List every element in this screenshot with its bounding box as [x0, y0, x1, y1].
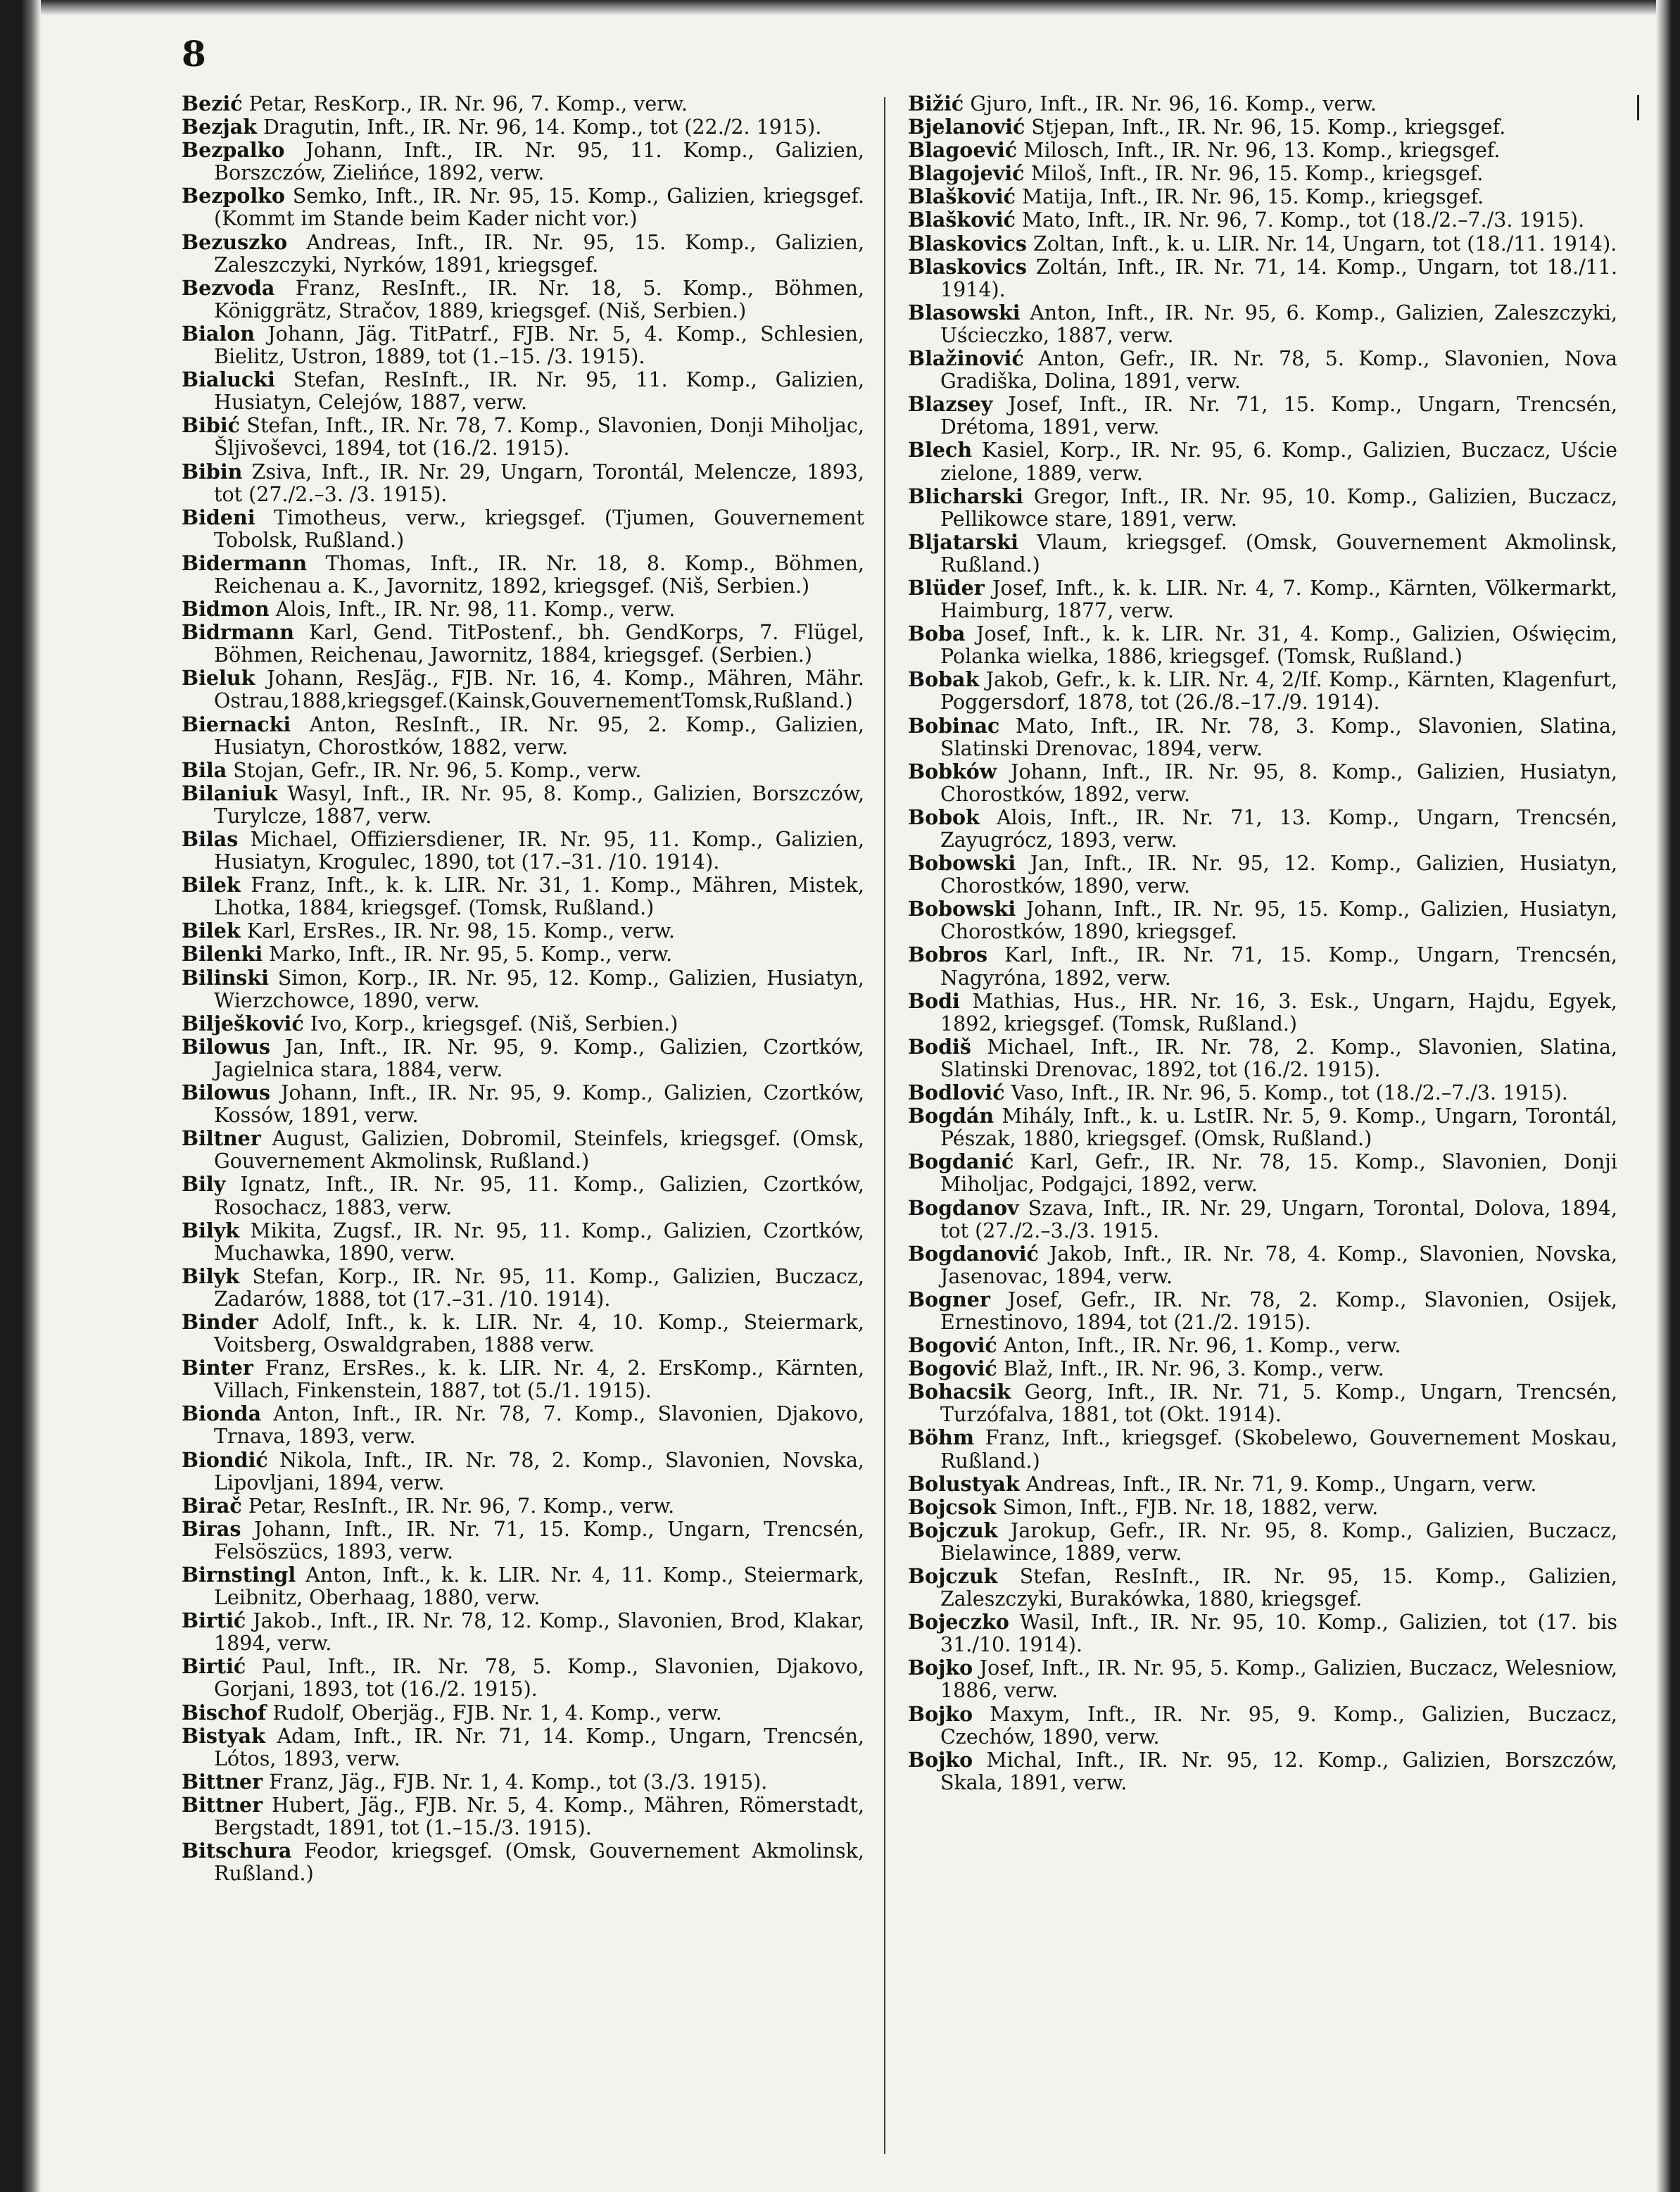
entry-surname: Bilenki [182, 942, 263, 966]
entry-details: Anton, Inft., k. k. LIR. Nr. 4, 11. Komp., Steiermark, Leibnitz, Oberhaag, 1880, verw. [214, 1563, 864, 1610]
list-item [182, 1701, 864, 1725]
entry-details: Stefan, ResInft., IR. Nr. 95, 15. Komp., Galizien, Zaleszczyki, Burakówka, 1880, kriegsgef. [940, 1565, 1617, 1611]
entry-details: Josef, Inft., k. k. LIR. Nr. 4, 7. Komp., Kärnten, Völkermarkt, Haimburg, 1877, verw. [940, 576, 1618, 623]
entry-surname: Bidrmann [182, 620, 294, 645]
list-item [908, 92, 1617, 115]
entry-surname: Blaskovics [908, 254, 1027, 279]
entry-details: Johann, Inft., IR. Nr. 95, 8. Komp., Galizien, Husiatyn, Chorostków, 1892, verw. [940, 760, 1618, 806]
entry-details: Adam, Inft., IR. Nr. 71, 14. Komp., Ungarn, Trencsén, Lótos, 1893, verw. [214, 1724, 865, 1770]
list-item [908, 485, 1617, 531]
list-item [908, 1334, 1617, 1357]
entry-surname: Bilyk [182, 1218, 240, 1242]
entry-surname: Bobków [908, 759, 997, 783]
entry-details: Michael, Offiziersdiener, IR. Nr. 95, 11. Komp., Galizien, Husiatyn, Krogulec, 1890, tot (17.–31. /10. 1914). [214, 828, 864, 874]
entry-details: Franz, ResInft., IR. Nr. 18, 5. Komp., Böhmen, Königgrätz, Stračov, 1889, kriegsgef. (Niš, Serbien.) [214, 276, 864, 322]
entry-surname: Blüder [908, 575, 985, 600]
entry-surname: Blagojević [908, 161, 1025, 186]
left-column [182, 92, 864, 1885]
scan-edge-left [0, 0, 41, 2192]
entry-details: Anton, Inft., IR. Nr. 96, 1. Komp., verw. [1003, 1334, 1401, 1358]
entry-surname: Bogdán [908, 1104, 994, 1128]
list-item [908, 1703, 1617, 1749]
entry-details: Andreas, Inft., IR. Nr. 71, 9. Komp., Ungarn, verw. [1025, 1472, 1537, 1496]
entry-details: Rudolf, Oberjäg., FJB. Nr. 1, 4. Komp., verw. [272, 1701, 722, 1725]
list-item [908, 622, 1617, 668]
list-item [182, 1518, 864, 1563]
list-item [182, 1449, 864, 1494]
list-item [908, 1197, 1617, 1242]
entry-details: Wasyl, Inft., IR. Nr. 95, 8. Komp., Galizien, Borszczów, Turylcze, 1887, verw. [214, 781, 865, 828]
entry-surname: Blech [908, 438, 973, 462]
entry-details: Anton, Inft., IR. Nr. 78, 7. Komp., Slavonien, Djakovo, Trnava, 1893, verw. [214, 1402, 864, 1449]
entry-details: Feodor, kriegsgef. (Omsk, Gouvernement Akmolinsk, Rußland.) [214, 1839, 864, 1886]
list-item [908, 1749, 1617, 1794]
entry-details: Milosch, Inft., IR. Nr. 96, 13. Komp., kriegsgef. [1023, 139, 1501, 163]
list-item [182, 1081, 864, 1127]
entry-details: Simon, Korp., IR. Nr. 95, 12. Komp., Galizien, Husiatyn, Wierzchowce, 1890, verw. [214, 966, 864, 1012]
entry-surname: Bobak [908, 667, 980, 692]
entry-details: Josef, Inft., IR. Nr. 95, 5. Komp., Galizien, Buczacz, Welesniow, 1886, verw. [940, 1656, 1618, 1703]
list-item [908, 1656, 1617, 1702]
list-item [908, 139, 1617, 162]
entry-surname: Bitschura [182, 1839, 292, 1863]
entry-surname: Bljatarski [908, 529, 1018, 554]
list-item [182, 1356, 864, 1402]
entry-surname: Bojcsok [908, 1494, 997, 1519]
list-item [908, 185, 1617, 208]
list-item [182, 139, 864, 184]
page-number: 8 [182, 33, 206, 75]
list-item [908, 1473, 1617, 1496]
list-item [908, 1081, 1617, 1104]
list-item [182, 621, 864, 667]
entry-surname: Bodiš [908, 1034, 971, 1059]
list-item [908, 760, 1617, 806]
list-item [182, 368, 864, 414]
list-item [182, 1794, 864, 1839]
entry-surname: Bittner [182, 1792, 263, 1817]
list-item [908, 115, 1617, 139]
entry-details: Matija, Inft., IR. Nr. 96, 15. Komp., kriegsgef. [1022, 185, 1484, 209]
entry-details: Johann, Inft., IR. Nr. 71, 15. Komp., Ungarn, Trencsén, Felsöszücs, 1893, verw. [214, 1517, 864, 1563]
entry-details: Johann, ResJäg., FJB. Nr. 16, 4. Komp., Mähren, Mähr. Ostrau,1888,kriegsgef.(Kainsk,GouvernementTomsk,Rußland.) [214, 667, 864, 713]
entry-details: Jakob, Gefr., k. k. LIR. Nr. 4, 2/If. Komp., Kärnten, Klagenfurt, Poggersdorf, 1878, tot (26./8.–17./9. 1914). [940, 668, 1617, 714]
list-item [182, 115, 864, 139]
entry-surname: Bilek [182, 919, 241, 943]
list-item [908, 1357, 1617, 1380]
entry-surname: Bobok [908, 805, 980, 829]
entry-surname: Blašković [908, 184, 1016, 209]
entry-surname: Bischof [182, 1700, 267, 1725]
list-item [908, 1035, 1617, 1081]
entry-details: Gregor, Inft., IR. Nr. 95, 10. Komp., Galizien, Buczacz, Pellikowce stare, 1891, verw. [940, 484, 1618, 531]
entry-surname: Blagoević [908, 138, 1018, 163]
entry-surname: Bojko [908, 1747, 973, 1772]
entry-surname: Böhm [908, 1425, 974, 1450]
entry-surname: Bila [182, 757, 227, 782]
entry-surname: Bilas [182, 827, 239, 851]
entry-surname: Bobowski [908, 851, 1016, 876]
entry-details: Georg, Inft., IR. Nr. 71, 5. Komp., Ungarn, Trencsén, Turzófalva, 1881, tot (Okt. 1914). [940, 1380, 1617, 1427]
list-item [182, 506, 864, 552]
entry-surname: Bodlović [908, 1081, 1005, 1105]
entry-surname: Bodi [908, 988, 960, 1013]
entry-surname: Bojko [908, 1656, 973, 1680]
list-item [908, 852, 1617, 897]
entry-surname: Bidmon [182, 597, 270, 622]
entry-details: Miloš, Inft., IR. Nr. 96, 15. Komp., kriegsgef. [1030, 162, 1484, 186]
entry-details: Franz, ErsRes., k. k. LIR. Nr. 4, 2. ErsKomp., Kärnten, Villach, Finkenstein, 1887, tot (5./1. 1915). [214, 1356, 864, 1403]
list-item [908, 301, 1617, 347]
entry-surname: Blasowski [908, 300, 1021, 325]
entry-details: Franz, Inft., k. k. LIR. Nr. 31, 1. Komp., Mähren, Mistek, Lhotka, 1884, kriegsgef. (Tomsk, Rußland.) [214, 874, 864, 920]
list-item [908, 1519, 1617, 1565]
entry-surname: Bezvoda [182, 275, 275, 300]
entry-surname: Bilowus [182, 1081, 271, 1105]
entry-details: Ignatz, Inft., IR. Nr. 95, 11. Komp., Galizien, Czortków, Rosochacz, 1883, verw. [214, 1173, 865, 1219]
entry-details: Mathias, Hus., HR. Nr. 16, 3. Esk., Ungarn, Hajdu, Egyek, 1892, kriegsgef. (Tomsk, Rußland.) [940, 989, 1617, 1035]
entry-details: Simon, Inft., FJB. Nr. 18, 1882, verw. [1002, 1495, 1379, 1519]
entry-details: Wasil, Inft., IR. Nr. 95, 10. Komp., Galizien, tot (17. bis 31./10. 1914). [940, 1611, 1617, 1657]
entry-details: Stefan, ResInft., IR. Nr. 95, 11. Komp., Galizien, Husiatyn, Celejów, 1887, verw. [214, 368, 864, 415]
entry-details: Vaso, Inft., IR. Nr. 96, 5. Komp., tot (18./2.–7./3. 1915). [1011, 1081, 1568, 1105]
entry-surname: Bieluk [182, 666, 255, 691]
entry-details: Vlaum, kriegsgef. (Omsk, Gouvernement Akmolinsk, Rußland.) [940, 530, 1617, 577]
list-item [908, 1288, 1617, 1334]
entry-surname: Biras [182, 1516, 241, 1541]
list-item [182, 414, 864, 460]
entry-surname: Bily [182, 1172, 226, 1197]
entry-details: Karl, Gefr., IR. Nr. 78, 15. Komp., Slavonien, Donji Miholjac, Podgajci, 1892, verw. [940, 1150, 1617, 1197]
entry-surname: Bogović [908, 1356, 997, 1381]
entry-surname: Biondić [182, 1447, 268, 1472]
entry-details: Andreas, Inft., IR. Nr. 95, 15. Komp., Galizien, Zaleszczyki, Nyrków, 1891, kriegsgef. [214, 230, 865, 277]
entry-details: Dragutin, Inft., IR. Nr. 96, 14. Komp., tot (22./2. 1915). [263, 115, 822, 139]
entry-surname: Bistyak [182, 1723, 265, 1748]
entry-surname: Bobinac [908, 713, 1000, 738]
list-item [182, 1655, 864, 1701]
list-item [182, 1173, 864, 1218]
entry-details: Josef, Inft., IR. Nr. 71, 15. Komp., Ungarn, Trencsén, Drétoma, 1891, verw. [940, 393, 1617, 439]
entry-surname: Birtić [182, 1608, 246, 1633]
list-item [908, 943, 1617, 989]
entry-surname: Bezuszko [182, 229, 288, 254]
list-item [182, 759, 864, 782]
entry-surname: Bialucki [182, 367, 275, 392]
entry-details: Zoltán, Inft., IR. Nr. 71, 14. Komp., Ungarn, tot 18./11. 1914). [940, 255, 1617, 301]
entry-surname: Bilinski [182, 965, 269, 990]
entry-surname: Binter [182, 1356, 253, 1380]
list-item [908, 256, 1617, 301]
entry-surname: Bilyk [182, 1264, 240, 1288]
entry-surname: Blicharski [908, 484, 1023, 508]
entry-details: Josef, Gefr., IR. Nr. 78, 2. Komp., Slavonien, Osijek, Ernestinovo, 1894, tot (21./2. 1915). [940, 1287, 1617, 1334]
list-item [908, 162, 1617, 185]
list-item [182, 231, 864, 277]
entry-details: Paul, Inft., IR. Nr. 78, 5. Komp., Slavonien, Djakovo, Gorjani, 1893, tot (16./2. 1915). [214, 1655, 864, 1701]
entry-surname: Birtić [182, 1654, 246, 1679]
list-item [182, 1725, 864, 1770]
entry-surname: Blaskovics [908, 231, 1027, 256]
entry-surname: Bogner [908, 1287, 990, 1311]
entry-details: Zoltan, Inft., k. u. LIR. Nr. 14, Ungarn, tot (18./11. 1914). [1033, 232, 1617, 256]
list-item [182, 943, 864, 966]
entry-surname: Bezjak [182, 115, 257, 139]
entry-details: Kasiel, Korp., IR. Nr. 95, 6. Komp., Galizien, Buczacz, Uście zielone, 1889, verw. [940, 439, 1618, 485]
list-item [182, 782, 864, 828]
entry-details: Franz, Jäg., FJB. Nr. 1, 4. Komp., tot (3./3. 1915). [269, 1770, 768, 1794]
entry-details: Nikola, Inft., IR. Nr. 78, 2. Komp., Slavonien, Novska, Lipovljani, 1894, verw. [214, 1448, 864, 1494]
list-item [182, 1127, 864, 1173]
list-item [908, 208, 1617, 232]
list-item [182, 92, 864, 115]
list-item [182, 1494, 864, 1518]
list-item [182, 1563, 864, 1609]
entry-details: Stefan, Inft., IR. Nr. 78, 7. Komp., Slavonien, Donji Miholjac, Šljivoševci, 1894, tot (16./2. 1915). [214, 414, 864, 460]
list-item [182, 277, 864, 322]
entry-surname: Bogdanić [908, 1149, 1014, 1174]
entry-surname: Bobowski [908, 897, 1016, 921]
entry-details: Petar, ResInft., IR. Nr. 96, 7. Komp., verw. [248, 1494, 675, 1518]
entry-surname: Bojko [908, 1701, 973, 1726]
list-item [182, 322, 864, 368]
list-item [908, 577, 1617, 622]
list-item [182, 966, 864, 1012]
list-item [182, 713, 864, 759]
list-item [182, 1770, 864, 1794]
entry-surname: Bilaniuk [182, 781, 278, 805]
entry-surname: Bojczuk [908, 1518, 998, 1542]
entry-surname: Bezpolko [182, 184, 285, 208]
list-item [908, 393, 1617, 439]
list-item [908, 1380, 1617, 1426]
entry-details: Semko, Inft., IR. Nr. 95, 15. Komp., Galizien, kriegsgef. (Kommt im Stande beim Kader nicht vor.) [214, 184, 865, 231]
list-item [908, 1150, 1617, 1196]
entry-details: Alois, Inft., IR. Nr. 98, 11. Komp., verw. [275, 598, 676, 622]
list-item [182, 1012, 864, 1035]
entry-details: Jan, Inft., IR. Nr. 95, 12. Komp., Galizien, Husiatyn, Chorostków, 1890, verw. [940, 852, 1617, 898]
list-item [182, 667, 864, 712]
entry-surname: Binder [182, 1309, 258, 1334]
margin-mark [1637, 95, 1639, 120]
entry-surname: Birnstingl [182, 1563, 296, 1587]
list-item [182, 919, 864, 943]
list-item [908, 1104, 1617, 1150]
list-item [182, 598, 864, 621]
list-item [182, 552, 864, 598]
entry-details: August, Galizien, Dobromil, Steinfels, kriegsgef. (Omsk, Gouvernement Akmolinsk, Rußland.) [214, 1127, 864, 1173]
entry-details: Mato, Inft., IR. Nr. 96, 7. Komp., tot (18./2.–7./3. 1915). [1022, 208, 1585, 232]
entry-details: Johann, Inft., IR. Nr. 95, 9. Komp., Galizien, Czortków, Kossów, 1891, verw. [214, 1081, 864, 1128]
entry-details: Jarokup, Gefr., IR. Nr. 95, 8. Komp., Galizien, Buczacz, Bielawince, 1889, verw. [940, 1518, 1618, 1565]
list-item [908, 1496, 1617, 1519]
entry-details: Hubert, Jäg., FJB. Nr. 5, 4. Komp., Mähren, Römerstadt, Bergstadt, 1891, tot (1.–15./3. 1915). [214, 1793, 865, 1840]
list-item [908, 990, 1617, 1035]
entry-surname: Bojeczko [908, 1610, 1009, 1634]
entry-details: Jakob., Inft., IR. Nr. 78, 12. Komp., Slavonien, Brod, Klakar, 1894, verw. [214, 1609, 864, 1656]
entry-surname: Bilowus [182, 1034, 271, 1059]
entry-details: Karl, Gend. TitPostenf., bh. GendKorps, 7. Flügel, Böhmen, Reichenau, Jawornitz, 1884, kriegsgef. (Serbien.) [214, 621, 864, 667]
entry-details: Mikita, Zugsf., IR. Nr. 95, 11. Komp., Galizien, Czortków, Muchawka, 1890, verw. [214, 1218, 864, 1265]
entry-surname: Bobros [908, 943, 988, 967]
entry-surname: Boba [908, 622, 966, 646]
entry-details: Johann, Inft., IR. Nr. 95, 11. Komp., Galizien, Borszczów, Zielińce, 1892, verw. [214, 139, 865, 185]
entry-details: Karl, ErsRes., IR. Nr. 98, 15. Komp., verw. [246, 919, 675, 943]
list-item [182, 460, 864, 506]
entry-surname: Bogdanović [908, 1241, 1039, 1266]
entry-details: Zsiva, Inft., IR. Nr. 29, Ungarn, Torontál, Melencze, 1893, tot (27./2.–3. /3. 1915). [214, 460, 864, 506]
list-item [908, 714, 1617, 760]
list-item [908, 232, 1617, 256]
list-item [182, 1265, 864, 1311]
list-item [182, 1609, 864, 1655]
entry-details: Stjepan, Inft., IR. Nr. 96, 15. Komp., kriegsgef. [1031, 115, 1506, 139]
list-item [182, 874, 864, 919]
entry-details: Michal, Inft., IR. Nr. 95, 12. Komp., Galizien, Borszczów, Skala, 1891, verw. [940, 1748, 1617, 1794]
entry-details: Michael, Inft., IR. Nr. 78, 2. Komp., Slavonien, Slatina, Slatinski Drenovac, 1892, tot (16./2. 1915). [940, 1035, 1617, 1081]
entry-details: Karl, Inft., IR. Nr. 71, 15. Komp., Ungarn, Trencsén, Nagyróna, 1892, verw. [940, 943, 1617, 990]
list-item [908, 1242, 1617, 1288]
entry-surname: Bogdanov [908, 1195, 1019, 1220]
entry-surname: Bogović [908, 1333, 997, 1358]
entry-surname: Bialon [182, 321, 255, 346]
entry-details: Petar, ResKorp., IR. Nr. 96, 7. Komp., verw. [248, 92, 688, 115]
entry-details: Maxym, Inft., IR. Nr. 95, 9. Komp., Galizien, Buczacz, Czechów, 1890, verw. [940, 1702, 1617, 1749]
entry-details: Szava, Inft., IR. Nr. 29, Ungarn, Torontal, Dolova, 1894, tot (27./2.–3./3. 1915. [940, 1196, 1617, 1242]
entry-details: Josef, Inft., k. k. LIR. Nr. 31, 4. Komp., Galizien, Oświęcim, Polanka wielka, 1886, kriegsgef. (Tomsk, Rußland.) [940, 622, 1618, 669]
entry-details: Thomas, Inft., IR. Nr. 18, 8. Komp., Böhmen, Reichenau a. K., Javornitz, 1892, kriegsgef. (Niš, Serbien.) [214, 551, 864, 598]
entry-surname: Bionda [182, 1402, 262, 1426]
list-item [908, 668, 1617, 714]
list-item [908, 531, 1617, 577]
entry-details: Alois, Inft., IR. Nr. 71, 13. Komp., Ungarn, Trencsén, Zayugrócz, 1893, verw. [940, 805, 1617, 852]
entry-details: Anton, Gefr., IR. Nr. 78, 5. Komp., Slavonien, Nova Gradiška, Dolina, 1891, verw. [940, 347, 1618, 393]
entry-details: Marko, Inft., IR. Nr. 95, 5. Komp., verw. [269, 943, 673, 966]
entry-surname: Bilek [182, 873, 241, 897]
entry-surname: Blašković [908, 208, 1016, 232]
entry-surname: Bezpalko [182, 138, 285, 163]
entry-surname: Bezić [182, 92, 243, 115]
entry-surname: Blažinović [908, 346, 1024, 371]
entry-details: Anton, ResInft., IR. Nr. 95, 2. Komp., Galizien, Husiatyn, Chorostków, 1882, verw. [214, 712, 864, 759]
entry-details: Stojan, Gefr., IR. Nr. 96, 5. Komp., verw. [233, 758, 642, 782]
list-item [908, 1565, 1617, 1611]
list-item [182, 1035, 864, 1081]
entry-details: Mihály, Inft., k. u. LstIR. Nr. 5, 9. Komp., Ungarn, Torontál, Pészak, 1880, kriegsgef. (Omsk, Rußland.) [940, 1104, 1617, 1151]
entry-surname: Bojczuk [908, 1564, 998, 1588]
column-divider [884, 97, 885, 2154]
list-item [908, 897, 1617, 943]
entry-details: Mato, Inft., IR. Nr. 78, 3. Komp., Slavonien, Slatina, Slatinski Drenovac, 1894, verw. [940, 714, 1617, 760]
entry-surname: Bohacsik [908, 1380, 1011, 1404]
entry-surname: Blazsey [908, 392, 993, 417]
entry-details: Jan, Inft., IR. Nr. 95, 9. Komp., Galizien, Czortków, Jagielnica stara, 1884, verw. [214, 1035, 864, 1081]
entry-surname: Biltner [182, 1126, 261, 1151]
list-item [908, 439, 1617, 484]
entry-surname: Birač [182, 1493, 242, 1518]
entry-surname: Bideni [182, 505, 255, 529]
entry-details: Ivo, Korp., kriegsgef. (Niš, Serbien.) [310, 1012, 678, 1035]
entry-surname: Bjelanović [908, 115, 1025, 139]
entry-details: Johann, Inft., IR. Nr. 95, 15. Komp., Galizien, Husiatyn, Chorostków, 1890, kriegsgef. [940, 897, 1618, 944]
entry-surname: Bižić [908, 92, 964, 115]
entry-surname: Bittner [182, 1769, 263, 1794]
entry-details: Adolf, Inft., k. k. LIR. Nr. 4, 10. Komp., Steiermark, Voitsberg, Oswaldgraben, 1888 verw. [214, 1310, 864, 1357]
list-item [182, 184, 864, 230]
entry-details: Franz, Inft., kriegsgef. (Skobelewo, Gouvernement Moskau, Rußland.) [940, 1426, 1617, 1473]
entry-surname: Biernacki [182, 712, 291, 736]
list-item [182, 1839, 864, 1885]
entry-surname: Bidermann [182, 550, 308, 575]
scan-edge-top [0, 0, 1680, 15]
scan-edge-right [1656, 0, 1680, 2192]
entry-surname: Bibin [182, 459, 243, 484]
list-item [182, 1311, 864, 1356]
entry-surname: Bibić [182, 413, 241, 438]
entry-surname: Bilješković [182, 1011, 304, 1035]
list-item [182, 1402, 864, 1448]
list-item [908, 806, 1617, 852]
entry-details: Gjuro, Inft., IR. Nr. 96, 16. Komp., verw. [970, 92, 1377, 115]
entry-details: Blaž, Inft., IR. Nr. 96, 3. Komp., verw. [1003, 1357, 1384, 1381]
entry-details: Timotheus, verw., kriegsgef. (Tjumen, Gouvernement Tobolsk, Rußland.) [214, 505, 864, 552]
list-item [182, 828, 864, 874]
list-item [908, 1611, 1617, 1656]
entry-surname: Bolustyak [908, 1471, 1020, 1496]
entry-details: Anton, Inft., IR. Nr. 95, 6. Komp., Galizien, Zaleszczyki, Uścieczko, 1887, verw. [940, 301, 1617, 347]
entry-details: Jakob, Inft., IR. Nr. 78, 4. Komp., Slavonien, Novska, Jasenovac, 1894, verw. [940, 1242, 1618, 1288]
entry-details: Stefan, Korp., IR. Nr. 95, 11. Komp., Galizien, Buczacz, Zadarów, 1888, tot (17.–31. /10. 1914). [214, 1264, 864, 1311]
list-item [908, 347, 1617, 393]
list-item [182, 1219, 864, 1265]
right-column [908, 92, 1617, 1794]
list-item [908, 1426, 1617, 1472]
entry-details: Johann, Jäg. TitPatrf., FJB. Nr. 5, 4. Komp., Schlesien, Bielitz, Ustron, 1889, tot (1.–15. /3. 1915). [214, 322, 864, 369]
